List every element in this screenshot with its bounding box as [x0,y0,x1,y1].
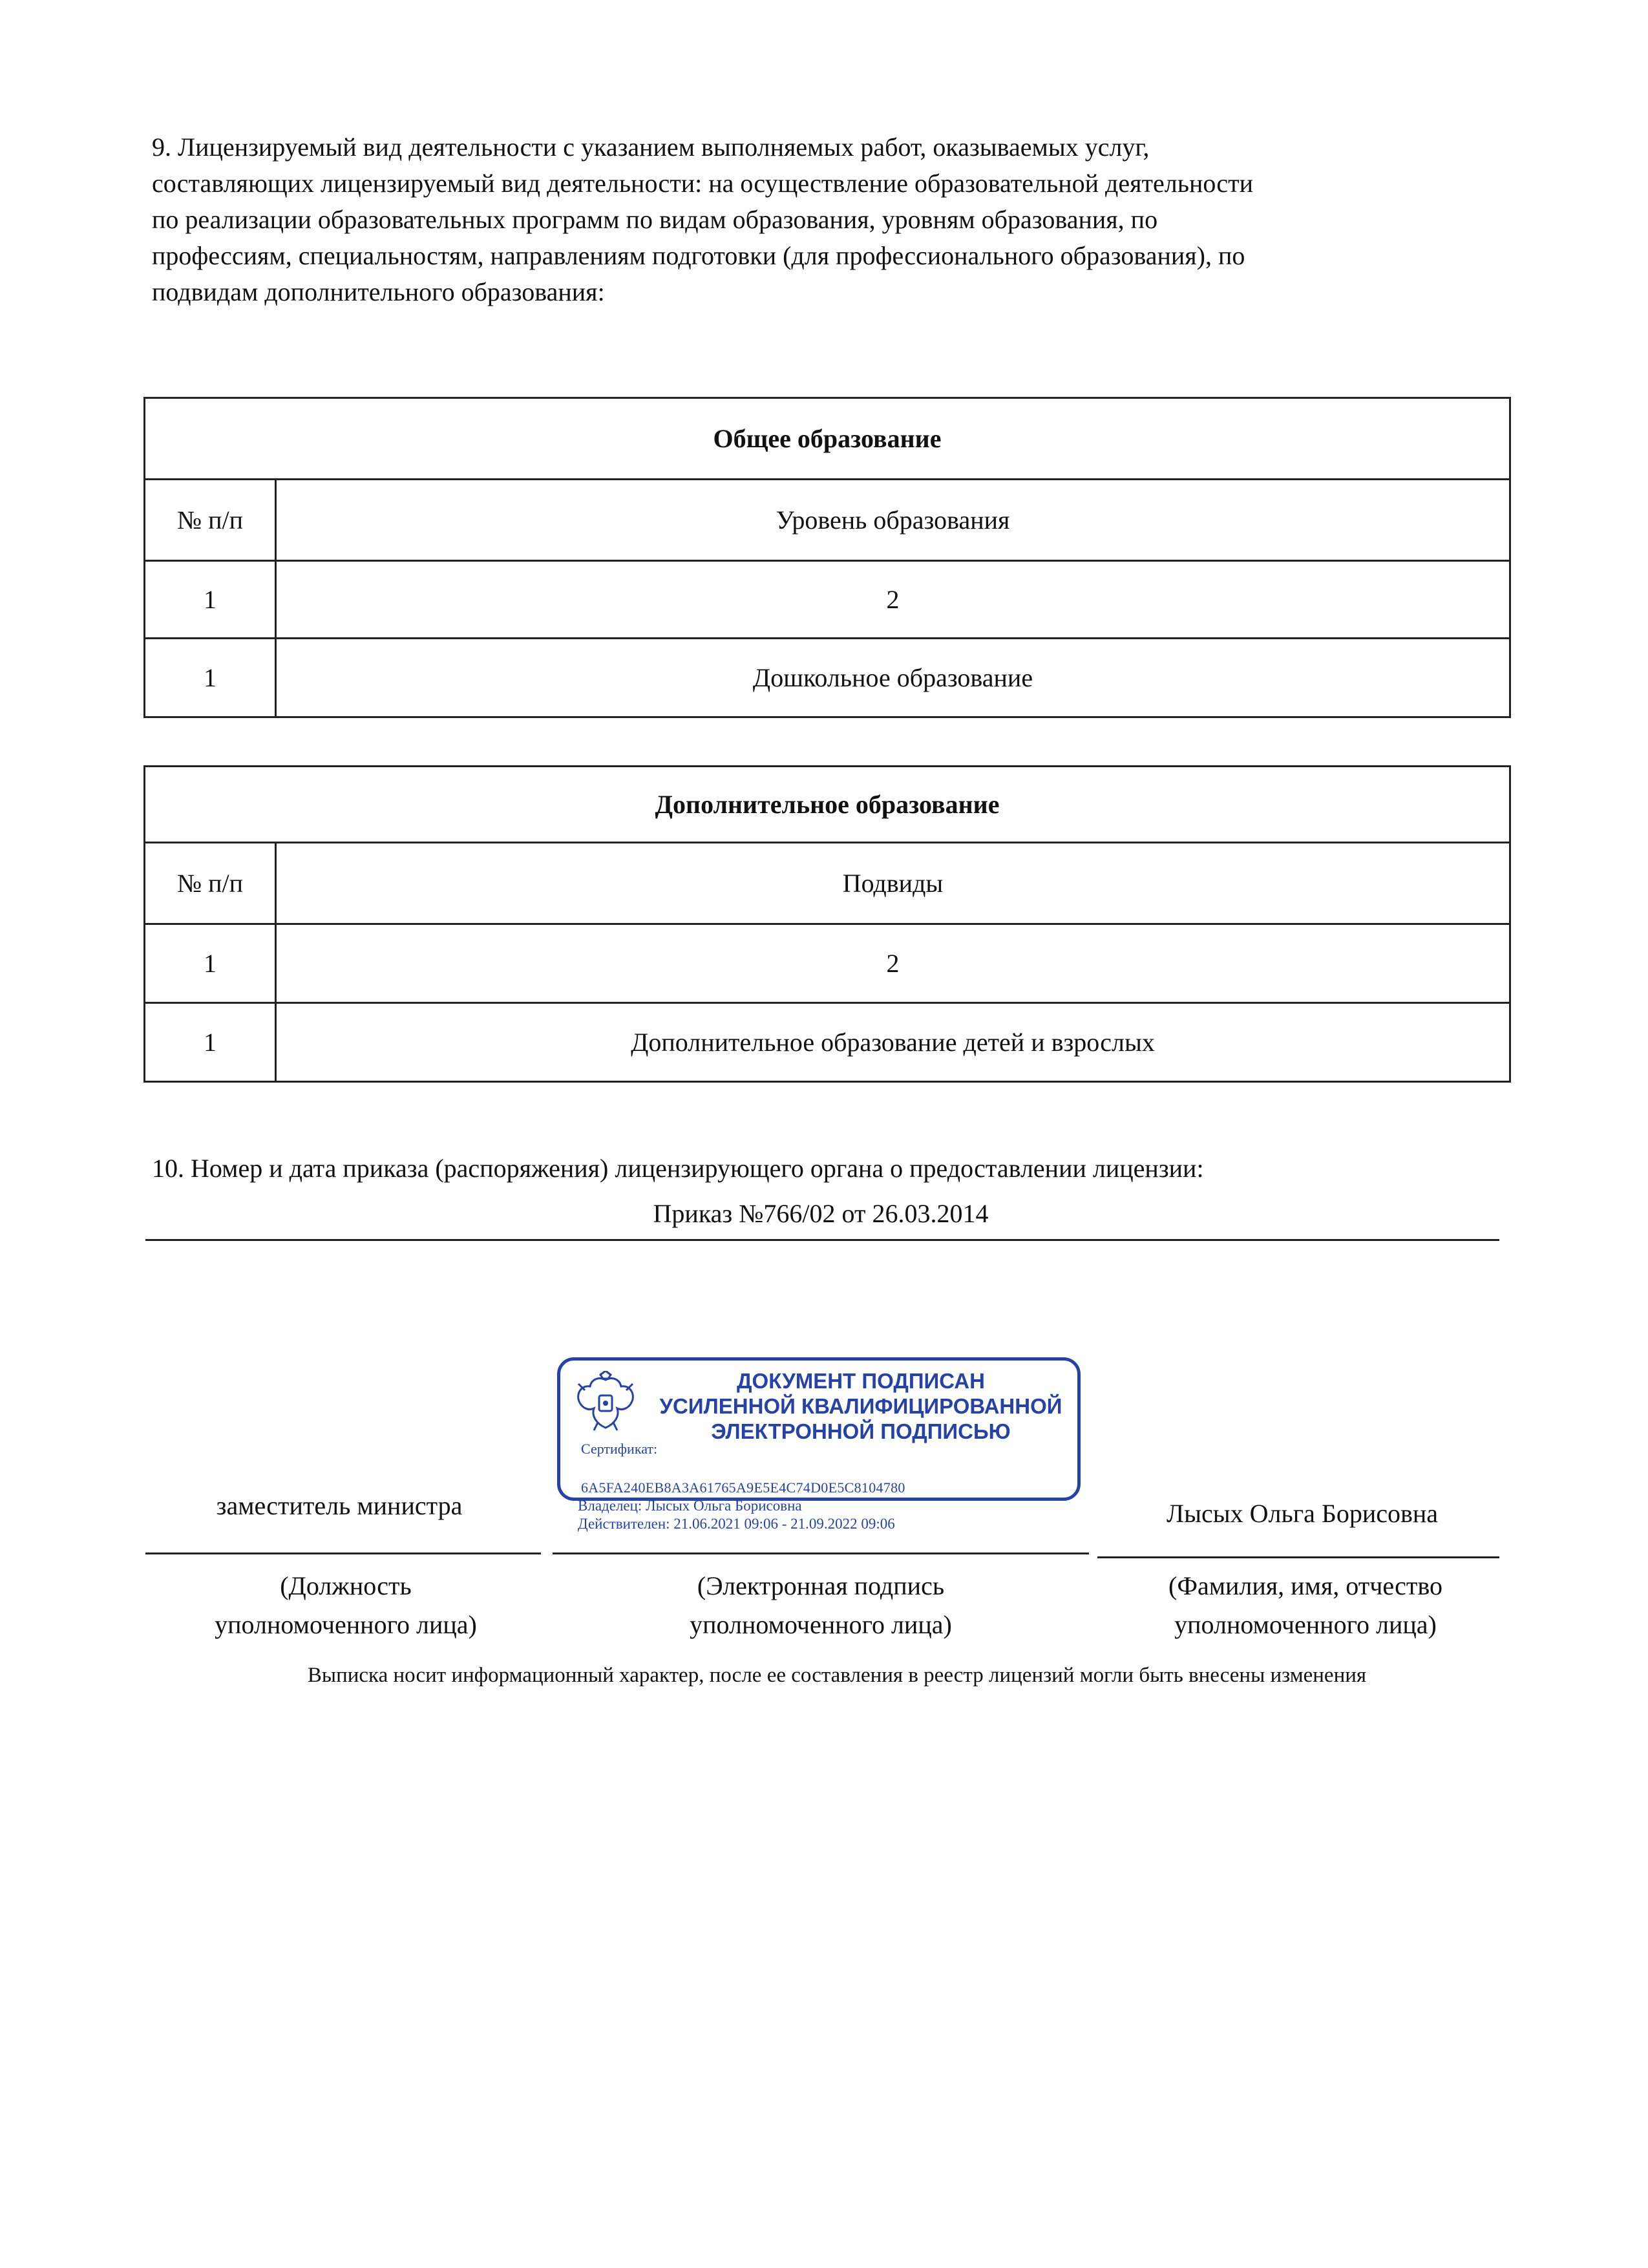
section-9-line: составляющих лицензируемый вид деятельности: на осуществление образовательной деятельности [152,169,1254,198]
russian-coat-of-arms-icon [572,1371,639,1436]
table-row [145,1003,1510,1082]
table-row [145,639,1510,717]
section-9-line: профессиям, специальностям, направлениям подготовки (для профессионального образования), по [152,241,1245,270]
signature-line-position [145,1553,541,1554]
stamp-line: УСИЛЕННОЙ КВАЛИФИЦИРОВАННОЙ [659,1394,1062,1418]
row-number: 1 [145,639,276,717]
caption-line: уполномоченного лица) [1174,1610,1437,1639]
column-header-number: № п/п [145,480,276,561]
table-title: Общее образование [145,398,1510,480]
certificate-owner: Владелец: Лысых Ольга Борисовна [578,1498,802,1514]
caption-signature [556,1567,1086,1644]
column-header-number: № п/п [145,843,276,924]
index-cell: 1 [145,561,276,639]
column-header-subtype: Подвиды [276,843,1510,924]
stamp-line: ДОКУМЕНТ ПОДПИСАН [737,1369,985,1393]
section-9-text [152,129,1528,310]
column-header-level: Уровень образования [276,480,1510,561]
index-cell: 2 [276,561,1510,639]
divider [145,1239,1499,1241]
caption-full-name [1099,1567,1512,1644]
position-value: заместитель министра [216,1491,463,1520]
row-value: Дополнительное образование детей и взрослых [276,1003,1510,1082]
row-number: 1 [145,1003,276,1082]
signature-line-name [1097,1556,1499,1558]
certificate-label: Сертификат: [581,1441,658,1457]
order-value: Приказ №766/02 от 26.03.2014 [653,1199,989,1228]
caption-line: (Должность [280,1571,412,1600]
index-cell: 2 [276,924,1510,1003]
stamp-heading [651,1368,1071,1444]
additional-education-table [143,765,1511,1083]
caption-line: уполномоченного лица) [690,1610,952,1639]
row-value: Дошкольное образование [276,639,1510,717]
section-9-line: по реализации образовательных программ по видам образования, уровням образования, по [152,205,1158,234]
index-cell: 1 [145,924,276,1003]
table-title: Дополнительное образование [145,767,1510,843]
caption-line: (Фамилия, имя, отчество [1168,1571,1442,1600]
signature-line-signature [553,1553,1089,1554]
certificate-validity: Действителен: 21.06.2021 09:06 - 21.09.2022 09:06 [578,1516,895,1532]
disclaimer-note: Выписка носит информационный характер, после ее составления в реестр лицензий могли быть внесены изменения [307,1664,1367,1687]
certificate-number: 6A5FA240EB8A3A61765A9E5E4C74D0E5C8104780 [581,1479,905,1496]
full-name-value: Лысых Ольга Борисовна [1166,1499,1439,1528]
general-education-table [143,397,1511,718]
certificate-owner-block [578,1497,895,1533]
caption-line: уполномоченного лица) [215,1610,477,1639]
section-9-line: 9. Лицензируемый вид деятельности с указанием выполняемых работ, оказываемых услуг, [152,132,1150,162]
section-9-line: подвидам дополнительного образования: [152,277,605,306]
caption-position [145,1567,546,1644]
stamp-line: ЭЛЕКТРОННОЙ ПОДПИСЬЮ [711,1419,1011,1443]
section-10-text: 10. Номер и дата приказа (распоряжения) лицензирующего органа о предоставлении лицензии: [152,1154,1204,1183]
caption-line: (Электронная подпись [697,1571,945,1600]
electronic-signature-stamp [557,1357,1081,1501]
